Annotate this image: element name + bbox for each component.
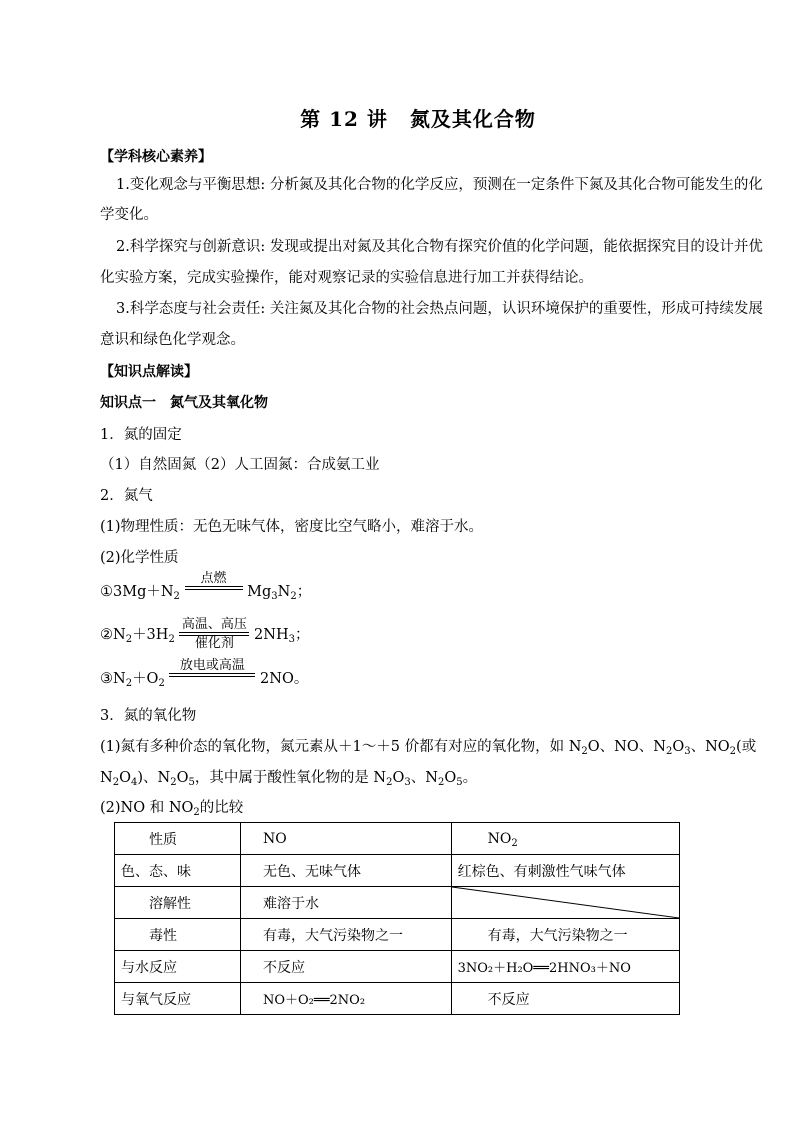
section-nitrogen-fixation: 1．氮的固定 (100, 427, 182, 443)
table-cell: 3NO₂＋H₂O══2HNO₃＋NO (451, 951, 679, 983)
core-item-2-line1: 2.科学探究与创新意识: 发现或提出对氮及其化合物有探究价值的化学问题，能依据探究目的设计并优 (116, 239, 763, 255)
table-cell: 与水反应 (115, 951, 241, 983)
table-row (115, 983, 680, 1015)
table-cell: 毒性 (115, 919, 241, 951)
comparison-heading: (2)NO 和 $NO_2$的比较 (100, 800, 244, 818)
table-row (115, 855, 680, 887)
equation-2-condition-top: 高温、高压 (181, 617, 247, 632)
no-no2-comparison-table (114, 822, 680, 1015)
table-cell: 溶解性 (115, 887, 241, 919)
table-cell: 有毒，大气污染物之一 (451, 919, 679, 951)
table-cell: 不反应 (451, 983, 679, 1015)
table-cell: 无色、无味气体 (240, 855, 451, 887)
equation-3: $③N_2+O_2$ 放电或高温 2NO。 (100, 658, 309, 689)
equation-3-condition: 放电或高温 (179, 658, 245, 673)
nitrogen-fixation-text: （1）自然固氮（2）人工固氮：合成氨工业 (100, 457, 380, 473)
section-nitrogen-oxides: 3．氮的氧化物 (100, 708, 197, 724)
knowledge-heading: 【知识点解读】 (100, 364, 198, 380)
table-cell: 有毒，大气污染物之一 (240, 919, 451, 951)
header-cell: 性质 (115, 823, 241, 855)
equation-1-condition: 点燃 (200, 571, 227, 586)
empty-diagonal-cell (451, 887, 679, 919)
table-cell: 红棕色、有刺激性气味气体 (451, 855, 679, 887)
page-title (0, 103, 794, 132)
table-cell: 与氧气反应 (115, 983, 241, 1015)
table-header-row (115, 823, 680, 855)
section-nitrogen-gas: 2．氮气 (100, 488, 153, 504)
core-item-1-line2: 学变化。 (100, 207, 158, 223)
core-literacy-heading: 【学科核心素养】 (100, 149, 212, 165)
oxides-text-line2: $N_2O_4$)、$N_2O_5$，其中属于酸性氧化物的是 $N_2O_3$、$N_2O_5$。 (100, 770, 478, 788)
knowledge-point-title: 知识点一 氮气及其氧化物 (100, 395, 268, 411)
table-row (115, 951, 680, 983)
table-cell: 色、态、味 (115, 855, 241, 887)
lecture-topic: 氮及其化合物 (409, 107, 536, 131)
equation-2-condition-bottom: 催化剂 (194, 636, 234, 651)
header-cell: NO (240, 823, 451, 855)
header-cell: $NO_2$ (451, 823, 679, 855)
table-row (115, 919, 680, 951)
oxides-text-line1: (1)氮有多种价态的氧化物，氮元素从＋1～＋5 价都有对应的氧化物，如 $N_2O$、NO、$N_2O_3$、$NO_2$(或 (100, 739, 757, 757)
table-cell: 不反应 (240, 951, 451, 983)
core-item-2-line2: 化实验方案，完成实验操作，能对观察记录的实验信息进行加工并获得结论。 (100, 270, 593, 286)
core-item-1-line1: 1.变化观念与平衡思想: 分析氮及其化合物的化学反应，预测在一定条件下氮及其化合物可能发生的化 (116, 177, 763, 193)
core-item-3-line1: 3.科学态度与社会责任: 关注氮及其化合物的社会热点问题，认识环境保护的重要性，形成可持续发展 (116, 301, 763, 317)
chemical-properties-heading: (2)化学性质 (100, 550, 179, 566)
table-cell: NO＋O₂══2NO₂ (240, 983, 451, 1015)
table-cell: 难溶于水 (240, 887, 451, 919)
lecture-number: 第 12 讲 (300, 107, 388, 131)
equation-1: $①3Mg+N_2$ 点燃 $Mg_3N_2$； (100, 571, 312, 602)
core-item-3-line2: 意识和绿色化学观念。 (100, 332, 245, 348)
physical-properties: (1)物理性质：无色无味气体，密度比空气略小，难溶于水。 (100, 519, 484, 535)
table-row (115, 887, 680, 919)
equation-2: $②N_2+3H_2$ $\frac{\text{高温、高压}}{\text{催化剂}}$ $2NH_3$； (100, 617, 310, 651)
